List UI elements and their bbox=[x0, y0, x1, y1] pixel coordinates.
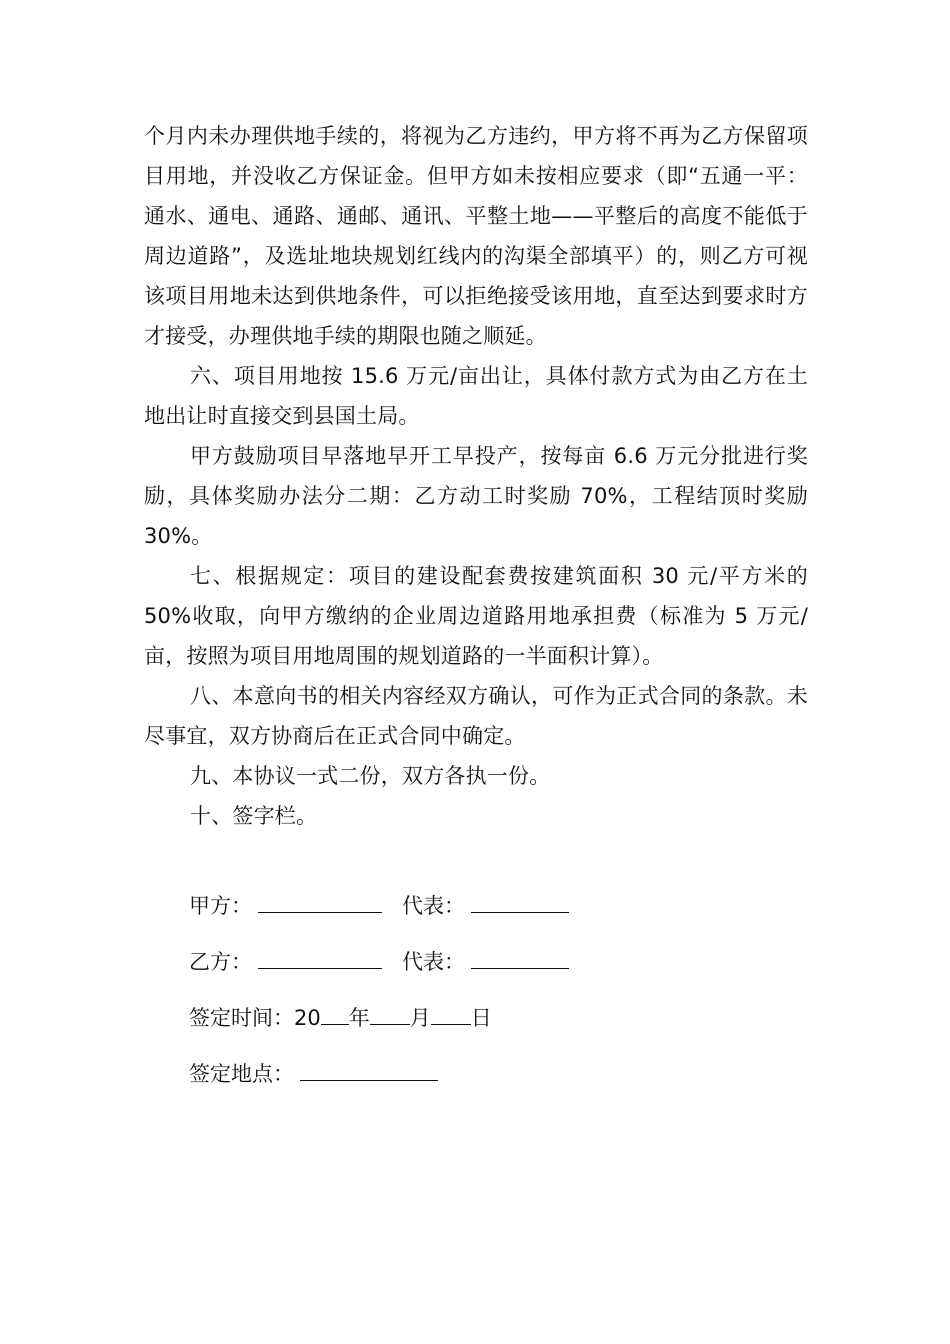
date-century: 20 bbox=[294, 1006, 321, 1030]
place-row bbox=[189, 1048, 789, 1104]
party-a-rep-label: 代表： bbox=[402, 894, 465, 918]
place-blank[interactable] bbox=[300, 1048, 438, 1081]
document-body bbox=[144, 116, 808, 836]
party-a-rep-blank[interactable] bbox=[471, 880, 569, 913]
party-a-label: 甲方： bbox=[189, 894, 252, 918]
paragraph-clause-10: 十、签字栏。 bbox=[190, 804, 318, 828]
party-b-blank[interactable] bbox=[258, 936, 382, 969]
day-blank[interactable] bbox=[431, 992, 471, 1025]
party-b-label: 乙方： bbox=[189, 950, 252, 974]
date-label: 签定时间： bbox=[189, 1006, 294, 1030]
paragraph-clause-8: 八、本意向书的相关内容经双方确认，可作为正式合同的条款。未尽事宜，双方协商后在正式合同中确定。 bbox=[144, 684, 808, 748]
year-label: 年 bbox=[348, 1006, 370, 1030]
place-label: 签定地点： bbox=[189, 1062, 294, 1086]
party-a-blank[interactable] bbox=[258, 880, 382, 913]
day-label: 日 bbox=[470, 1006, 492, 1030]
party-b-rep-blank[interactable] bbox=[471, 936, 569, 969]
month-blank[interactable] bbox=[370, 992, 410, 1025]
paragraph-clause-7: 七、根据规定：项目的建设配套费按建筑面积 30 元/平方米的 50%收取，向甲方缴纳的企业周边道路用地承担费（标准为 5 万元/亩，按照为项目用地周围的规划道路的一半面积计算）。 bbox=[144, 564, 808, 668]
year-blank[interactable] bbox=[321, 992, 349, 1025]
paragraph-supply-terms: 个月内未办理供地手续的，将视为乙方违约，甲方将不再为乙方保留项目用地，并没收乙方保证金。但甲方如未按相应要求（即“五通一平：通水、通电、通路、通邮、通讯、平整土地——平整后的高度不能低于周边道路”，及选址地块规划红线内的沟渠全部填平）的，则乙方可视该项目用地未达到供地条件，可以拒绝接受该用地，直至达到要求时方才接受，办理供地手续的期限也随之顺延。 bbox=[144, 124, 808, 348]
paragraph-clause-6: 六、项目用地按 15.6 万元/亩出让，具体付款方式为由乙方在土地出让时直接交到县国土局。 bbox=[144, 364, 808, 428]
date-row bbox=[189, 992, 789, 1048]
party-b-rep-label: 代表： bbox=[402, 950, 465, 974]
party-a-row bbox=[189, 880, 789, 936]
paragraph-clause-9: 九、本协议一式二份，双方各执一份。 bbox=[190, 764, 551, 788]
party-b-row bbox=[189, 936, 789, 992]
paragraph-incentive: 甲方鼓励项目早落地早开工早投产，按每亩 6.6 万元分批进行奖励，具体奖励办法分二期：乙方动工时奖励 70%，工程结顶时奖励 30%。 bbox=[144, 444, 808, 548]
signature-block bbox=[189, 880, 789, 1104]
month-label: 月 bbox=[409, 1006, 431, 1030]
